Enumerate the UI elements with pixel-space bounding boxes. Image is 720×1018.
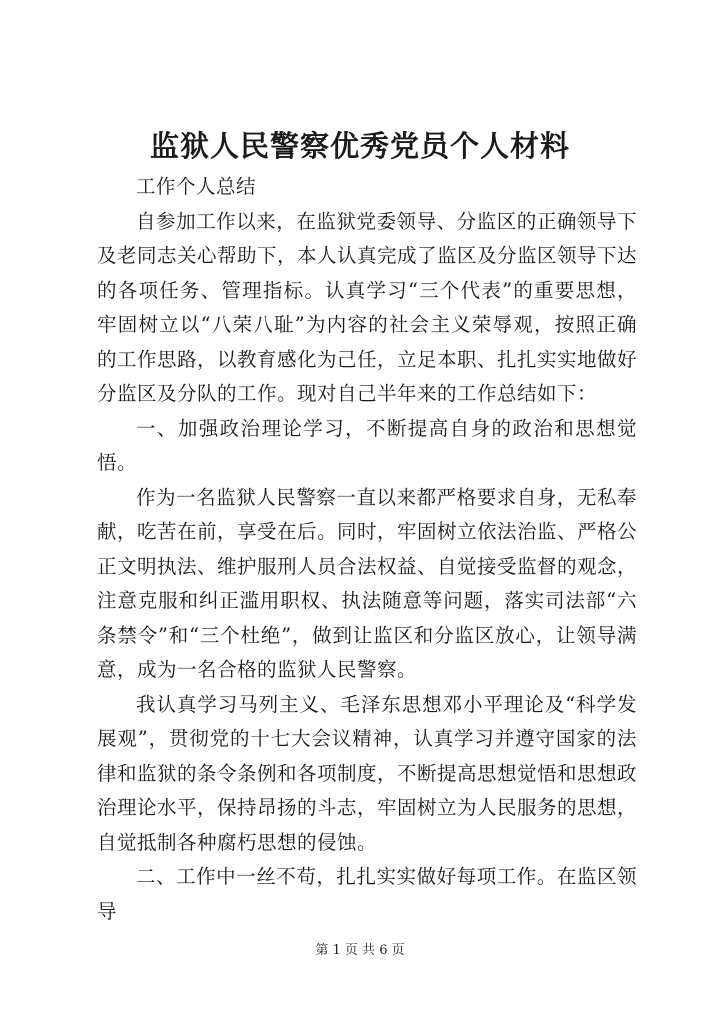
page-footer: 第 1 页 共 6 页 xyxy=(315,943,405,958)
document-body xyxy=(97,170,637,929)
paragraph-study: 我认真学习马列主义、毛泽东思想邓小平理论及“科学发展观”，贯彻党的十七大会议精神，认真学习并遵守国家的法律和监狱的条令条例和各项制度，不断提高思想觉悟和思想政治理论水平，保持昂扬的斗志，牢固树立为人民服务的思想，自觉抵制各种腐朽思想的侵蚀。 xyxy=(97,692,638,854)
document-title: 监狱人民警察优秀党员个人材料 xyxy=(149,129,570,163)
paragraph-section-2-heading: 二、工作中一丝不苟，扎扎实实做好每项工作。在监区领导 xyxy=(97,865,637,923)
paragraph-intro: 自参加工作以来，在监狱党委领导、分监区的正确领导下及老同志关心帮助下，本人认真完成了监区及分监区领导下达的各项任务、管理指标。认真学习“三个代表”的重要思想，牢固树立以“八荣八耻”为内容的社会主义荣辱观，按照正确的工作思路，以教育感化为己任，立足本职、扎扎实实地做好分监区及分队的工作。现对自己半年来的工作总结如下： xyxy=(97,209,638,405)
paragraph-subtitle: 工作个人总结 xyxy=(136,175,257,198)
paragraph-section-1-heading: 一、加强政治理论学习，不断提高自身的政治和思想觉悟。 xyxy=(97,416,637,474)
paragraph-section-1-body: 作为一名监狱人民警察一直以来都严格要求自身，无私奉献，吃苦在前，享受在后。同时，牢固树立依法治监、严格公正文明执法、维护服刑人员合法权益、自觉接受监督的观念，注意克服和纠正滥用职权、执法随意等问题，落实司法部“六条禁令”和“三个杜绝”，做到让监区和分监区放心，让领导满意，成为一名合格的监狱人民警察。 xyxy=(97,485,638,681)
